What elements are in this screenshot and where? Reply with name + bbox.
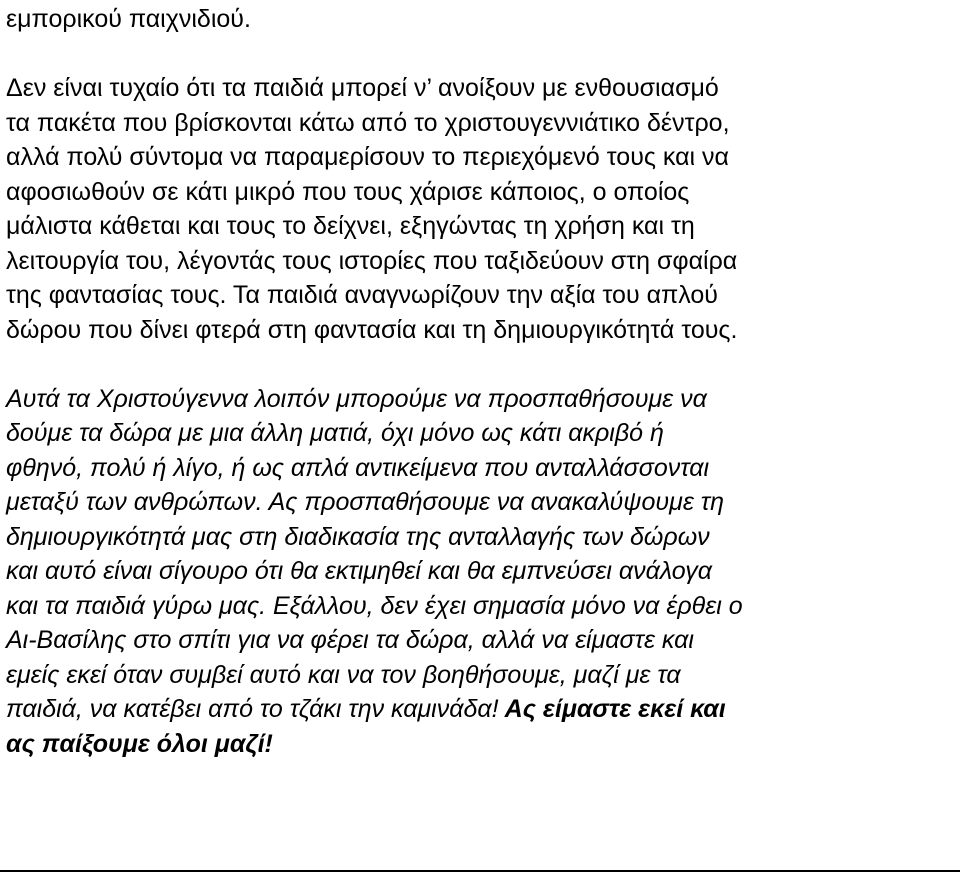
paragraph-2 (6, 382, 960, 762)
paragraph-1-line: δώρου που δίνει φτερά στη φαντασία και τη δημιουργικότητά τους. (6, 315, 738, 344)
paragraph-2-line: Αυτά τα Χριστούγεννα λοιπόν μπορούμε να προσπαθήσουμε να (6, 384, 707, 413)
paragraph-2-mixed-line (6, 692, 960, 727)
paragraph-1-line: αλλά πολύ σύντομα να παραμερίσουν το περιεχόμενό τους και να (6, 143, 729, 171)
paragraph-2-line: και τα παιδιά γύρω μας. Εξάλλου, δεν έχει σημασία μόνο να έρθει ο (6, 591, 743, 620)
intro-line: εμπορικού παιχνιδιού. (6, 5, 251, 33)
paragraph-gap (6, 37, 960, 72)
paragraph-1-line: λειτουργία του, λέγοντάς τους ιστορίες που ταξιδεύουν στη σφαίρα (6, 246, 738, 275)
paragraph-2-line: δούμε τα δώρα με μια άλλη ματιά, όχι μόνο ως κάτι ακριβό ή (6, 419, 664, 447)
paragraph-1-line: μάλιστα κάθεται και τους το δείχνει, εξηγώντας τη χρήση και τη (6, 212, 695, 240)
paragraph-1-line: της φαντασίας τους. Τα παιδιά αναγνωρίζουν την αξία του απλού (6, 281, 718, 309)
paragraph-2-last-regular-text: παιδιά, να κατέβει από το τζάκι την καμινάδα! (6, 695, 499, 723)
closing-emphasis-line: ας παίξουμε όλοι μαζί! (6, 729, 273, 758)
document-page (6, 2, 960, 761)
paragraph-2-line: εμείς εκεί όταν συμβεί αυτό και να τον βοηθήσουμε, μαζί με τα (6, 660, 681, 689)
paragraph-gap (6, 347, 960, 382)
paragraph-2-line: φθηνό, πολύ ή λίγο, ή ως απλά αντικείμενα που ανταλλάσσονται (6, 453, 710, 482)
paragraph-1-line: τα πακέτα που βρίσκονται κάτω από το χριστουγεννιάτικο δέντρο, (6, 108, 730, 137)
footer-rule (0, 870, 960, 872)
paragraph-2-line: μεταξύ των ανθρώπων. Ας προσπαθήσουμε να ανακαλύψουμε τη (6, 488, 724, 516)
paragraph-1 (6, 71, 960, 347)
paragraph-1-line: Δεν είναι τυχαίο ότι τα παιδιά μπορεί ν’ ανοίξουν με ενθουσιασμό (6, 74, 719, 102)
paragraph-2-line: Αι-Βασίλης στο σπίτι για να φέρει τα δώρα, αλλά να είμαστε και (6, 626, 694, 654)
paragraph-1-line: αφοσιωθούν σε κάτι μικρό που τους χάρισε κάποιος, ο οποίος (6, 177, 690, 206)
paragraph-2-line: και αυτό είναι σίγουρο ότι θα εκτιμηθεί και θα εμπνεύσει ανάλογα (6, 557, 713, 585)
closing-emphasis-start: Ας είμαστε εκεί και (498, 695, 726, 723)
paragraph-2-line: δημιουργικότητά μας στη διαδικασία της ανταλλαγής των δώρων (6, 522, 710, 551)
